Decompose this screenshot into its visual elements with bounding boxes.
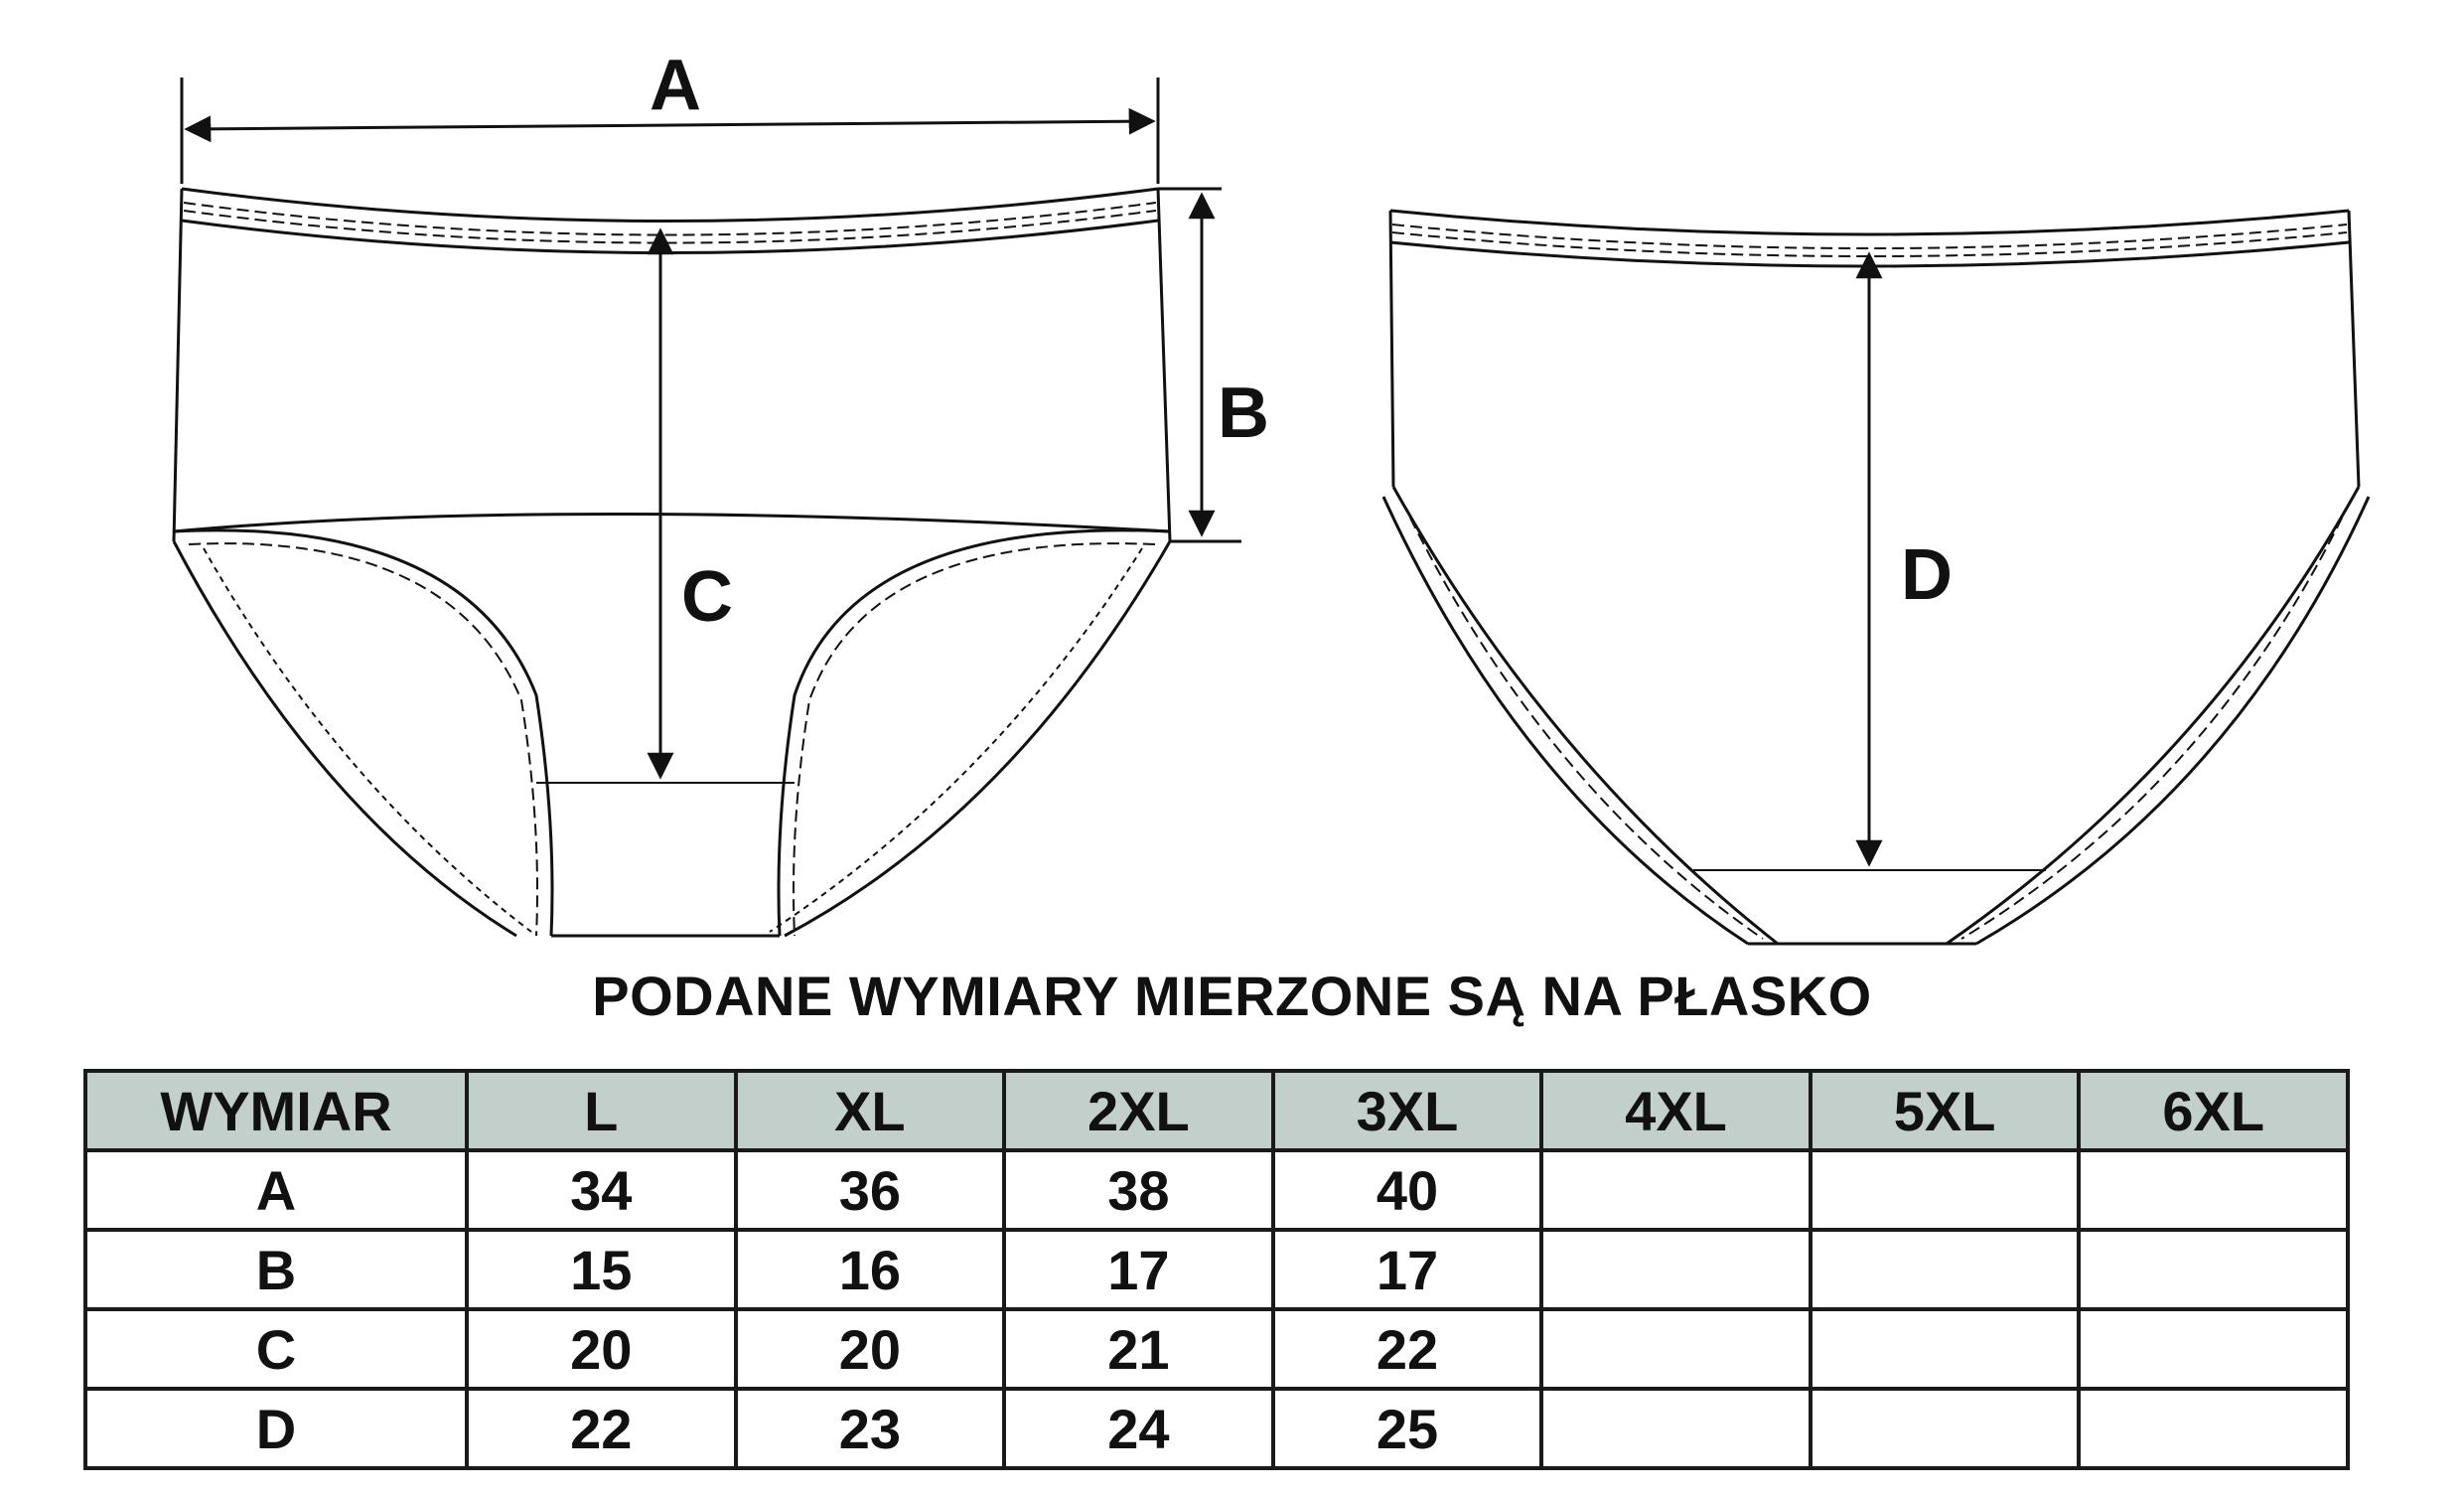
table-cell (1811, 1150, 2080, 1230)
header-l: L (467, 1071, 736, 1150)
label-b: B (1218, 374, 1269, 453)
table-cell (1541, 1230, 1811, 1309)
row-label: C (85, 1309, 467, 1389)
table-cell: 17 (1273, 1230, 1542, 1309)
table-cell (1541, 1150, 1811, 1230)
table-cell (2079, 1389, 2348, 1468)
front-waistband (182, 189, 1158, 222)
row-label: A (85, 1150, 467, 1230)
label-a: A (650, 46, 701, 125)
table-cell: 34 (467, 1150, 736, 1230)
table-cell (2079, 1150, 2348, 1230)
table-cell: 22 (467, 1389, 736, 1468)
table-cell: 40 (1273, 1150, 1542, 1230)
table-cell: 23 (736, 1389, 1005, 1468)
header-3xl: 3XL (1273, 1071, 1542, 1150)
back-view (1383, 211, 2369, 944)
header-xl: XL (736, 1071, 1005, 1150)
table-cell: 15 (467, 1230, 736, 1309)
table-header-row (85, 1071, 2348, 1150)
table-cell (1811, 1309, 2080, 1389)
table-cell: 20 (736, 1309, 1005, 1389)
table-cell: 38 (1004, 1150, 1273, 1230)
table-cell (2079, 1309, 2348, 1389)
table-cell (1811, 1230, 2080, 1309)
table-cell: 24 (1004, 1389, 1273, 1468)
table-row (85, 1150, 2348, 1230)
row-label: D (85, 1389, 467, 1468)
table-row (85, 1389, 2348, 1468)
back-waistband (1390, 211, 2349, 234)
table-cell (2079, 1230, 2348, 1309)
front-right-leg (785, 541, 1170, 936)
back-right-side (2349, 211, 2359, 487)
front-view (174, 189, 1170, 936)
table-cell: 21 (1004, 1309, 1273, 1389)
table-cell (1811, 1389, 2080, 1468)
measurement-note: PODANE WYMIARY MIERZONE SĄ NA PŁASKO (592, 965, 1872, 1027)
table-cell: 36 (736, 1150, 1005, 1230)
header-wymiar: WYMIAR (85, 1071, 467, 1150)
table-cell: 25 (1273, 1389, 1542, 1468)
row-label: B (85, 1230, 467, 1309)
back-left-side (1390, 211, 1393, 487)
front-left-side (174, 189, 182, 541)
front-left-leg (174, 541, 516, 936)
table-cell: 16 (736, 1230, 1005, 1309)
table-row (85, 1230, 2348, 1309)
header-4xl: 4XL (1541, 1071, 1811, 1150)
front-right-side (1158, 189, 1170, 541)
label-d: D (1901, 535, 1953, 615)
table-cell (1541, 1389, 1811, 1468)
table-cell: 20 (467, 1309, 736, 1389)
header-5xl: 5XL (1811, 1071, 2080, 1150)
header-2xl: 2XL (1004, 1071, 1273, 1150)
table-cell: 17 (1004, 1230, 1273, 1309)
table-cell (1541, 1309, 1811, 1389)
size-table (83, 1069, 2350, 1470)
table-cell: 22 (1273, 1309, 1542, 1389)
label-c: C (681, 557, 733, 637)
header-6xl: 6XL (2079, 1071, 2348, 1150)
dimension-b (1158, 189, 1241, 541)
table-row (85, 1309, 2348, 1389)
